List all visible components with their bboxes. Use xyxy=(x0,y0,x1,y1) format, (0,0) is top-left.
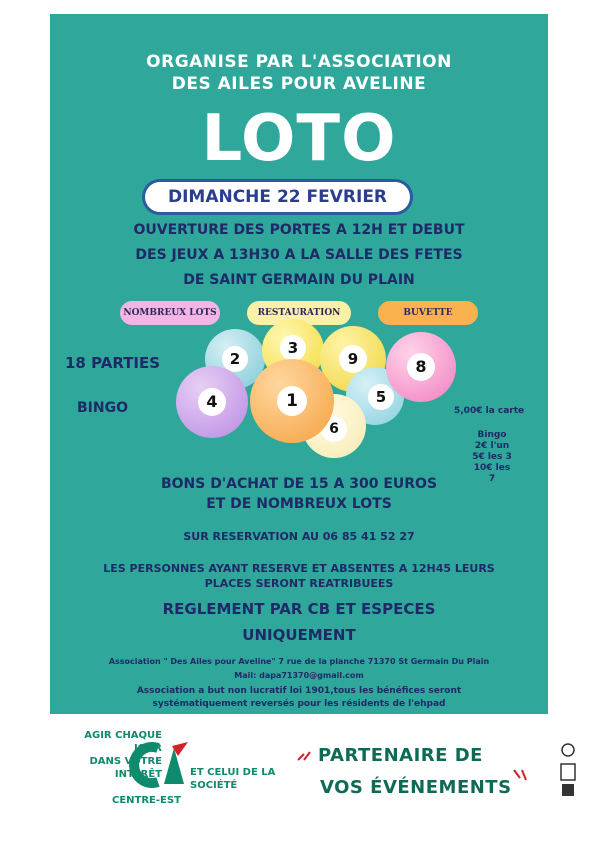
bank-region: CENTRE-EST xyxy=(112,795,181,806)
organizer-line-2: DES AILES POUR AVELINE xyxy=(171,74,427,94)
nonprofit-line-1: Association a but non lucratif loi 1901,tous les bénéfices seront xyxy=(136,686,462,696)
printer-recycle-icon xyxy=(556,740,580,802)
ball-number: 9 xyxy=(339,345,367,373)
ball-number: 3 xyxy=(280,335,306,361)
bingo-price-3: 10€ les 7 xyxy=(473,463,511,484)
poster-title: LOTO xyxy=(201,102,397,176)
pill-buvette: BUVETTE xyxy=(378,301,478,325)
event-date: DIMANCHE 22 FEVRIER xyxy=(145,182,410,212)
ball-number: 5 xyxy=(368,384,394,410)
reservation-phone: SUR RESERVATION AU 06 85 41 52 27 xyxy=(183,530,415,543)
partner-line-2: VOS ÉVÉNEMENTS xyxy=(320,777,512,798)
bingo-label: BINGO xyxy=(77,400,128,416)
lottery-ball-4 xyxy=(176,366,248,438)
opening-line-2: DES JEUX A 13H30 A LA SALLE DES FETES xyxy=(135,247,463,263)
confetti-right-icon xyxy=(512,768,530,784)
opening-line-3: DE SAINT GERMAIN DU PLAIN xyxy=(183,272,415,288)
card-price: 5,00€ la carte xyxy=(454,406,525,416)
slogan-line-3: INTÉRÊT xyxy=(114,769,162,780)
opening-line-1: OUVERTURE DES PORTES A 12H ET DEBUT xyxy=(133,222,465,238)
slogan-line-1: AGIR CHAQUE JOUR xyxy=(84,730,162,754)
loto-poster xyxy=(50,14,548,714)
association-address: Association " Des Ailes pour Aveline" 7 rue de la planche 71370 St Germain Du Plain xyxy=(108,657,490,666)
prizes-line-2: ET DE NOMBREUX LOTS xyxy=(206,496,392,512)
bank-slogan-bottom xyxy=(190,766,275,792)
ball-number: 1 xyxy=(277,386,307,416)
parties-count: 18 PARTIES xyxy=(65,354,161,372)
bingo-price-1: 2€ l'un xyxy=(474,441,510,451)
slogan-line-5: SOCIÉTÉ xyxy=(190,780,238,791)
pill-nombreux-lots: NOMBREUX LOTS xyxy=(120,301,220,325)
bingo-price-2: 5€ les 3 xyxy=(472,452,512,462)
organizer-line-1: ORGANISE PAR L'ASSOCIATION xyxy=(146,52,452,72)
slogan-line-2: DANS VOTRE xyxy=(89,756,162,767)
slogan-line-4: ET CELUI DE LA xyxy=(190,767,276,778)
payment-line-1: REGLEMENT PAR CB ET ESPECES xyxy=(162,600,436,618)
partner-line-1: PARTENAIRE DE xyxy=(318,745,483,766)
absent-notice-line-2: PLACES SERONT REATRIBUEES xyxy=(204,577,394,590)
prizes-line-1: BONS D'ACHAT DE 15 A 300 EUROS xyxy=(160,476,438,492)
bingo-price-title: Bingo xyxy=(477,430,507,440)
confetti-left-icon xyxy=(296,746,314,762)
ball-number: 4 xyxy=(198,388,226,416)
payment-line-2: UNIQUEMENT xyxy=(242,626,356,644)
bank-logo-icon xyxy=(128,742,190,788)
ball-number: 2 xyxy=(222,346,248,372)
ball-number: 8 xyxy=(407,353,435,381)
ball-number: 6 xyxy=(321,416,347,442)
nonprofit-line-2: systématiquement reversés pour les résidents de l'ehpad xyxy=(152,699,446,709)
lottery-ball-8 xyxy=(386,332,456,402)
pill-restauration: RESTAURATION xyxy=(247,301,351,325)
association-mail: Mail: dapa71370@gmail.com xyxy=(234,671,364,680)
lottery-ball-1 xyxy=(250,359,334,443)
absent-notice-line-1: LES PERSONNES AYANT RESERVE ET ABSENTES A 12H45 LEURS xyxy=(103,562,495,575)
